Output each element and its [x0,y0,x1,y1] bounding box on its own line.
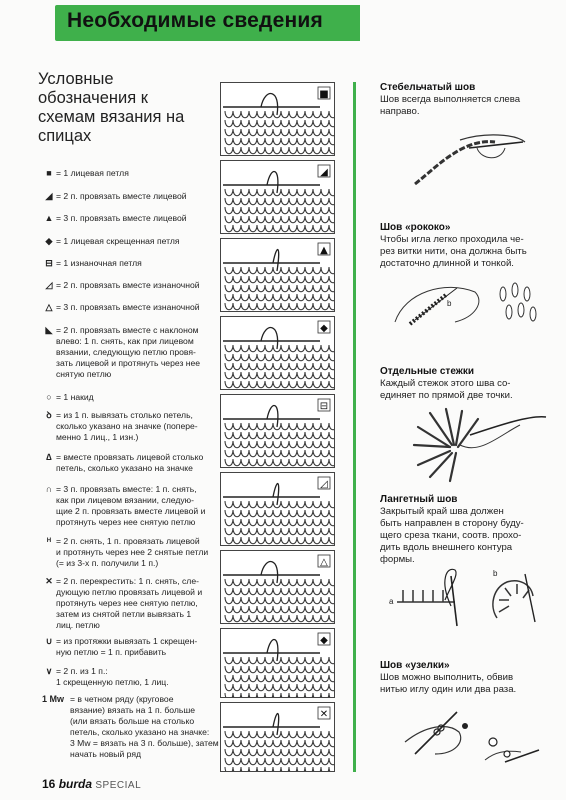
knit-diagram-panel [220,550,335,624]
chart-symbol: ◆ [320,635,328,646]
filled-triangle-icon: ▲ [44,213,54,223]
french-knot-illustration [395,702,545,772]
chart-symbol: ▲ [320,245,328,256]
legend-text: = 2 п. перекрестить: 1 п. снять, сле- дующую петлю провязать лицевой и протянуть через нее снятую петлю, затем из снятой петли вывязать 1 лиц. петлю [56,576,203,630]
detached-stitch-illustration [400,405,550,485]
stitch-description: Закрытый край шва должен быть направлен в сторону буду- щего среза ткани, соотв. прохо- дить вдоль внешнего контура формы. [380,506,524,565]
stitch-title: Лангетный шов [380,494,458,505]
legend-text: = из 1 п. вывязать столько петель, сколько указано на значке (попере- менно 1 лиц., 1 изн.) [56,410,198,442]
chart-symbol: ◆ [320,323,328,334]
blanket-stitch-illustration [385,566,550,636]
knit-diagram-panel [220,316,335,390]
yarn-strand [273,484,279,505]
chart-symbol: ◿ [320,479,328,490]
knit-fabric-illustration [221,629,334,697]
chart-symbol: ◢ [320,167,328,178]
yarn-over-icon: ○ [46,392,52,402]
stitch-title: Отдельные стежки [380,366,475,377]
filled-diamond-icon: ◆ [45,236,53,246]
knit-diagram-panel [220,82,335,156]
column-divider [353,82,356,772]
legend-text: = 3 п. провязать вместе изнаночной [56,302,200,312]
filled-square-icon: ■ [46,168,52,178]
yarn-strand [261,328,278,349]
stitch-description: Чтобы игла легко проходила че- рез витки нити, она должна быть достаточно длинной и тонкой. [380,234,527,269]
knit-diagram-panel [220,238,335,312]
legend-text: = 1 лицевая петля [56,168,129,178]
knit-diagram-panel [220,160,335,234]
yarn-strand [267,172,278,193]
stitch-title: Шов «рококо» [380,222,451,233]
brand-special: SPECIAL [95,780,142,791]
svg-text:b: b [447,299,452,308]
knit-fabric-illustration [221,551,334,623]
page-footer [42,777,141,791]
knit-fabric-illustration [221,317,334,389]
legend-text: = в четном ряду (круговое вязание) вязать на 1 п. больше (или вязать больше на столько петель, сколько указано на значке: 3 Мw = вязать на 3 п. больше), затем начать новый ряд [70,694,219,759]
legend-text: = 2 п. провязать вместе лицевой [56,191,187,201]
chart-symbol: ⊟ [319,401,329,412]
knit-fabric-illustration [221,703,334,771]
legend-text: = 1 лицевая скрещенная петля [56,236,180,246]
legend-text: = из протяжки вывязать 1 скрещен- ную петлю = 1 п. прибавить [56,636,198,657]
knit-diagram-panel [220,472,335,546]
knit-fabric-illustration [221,83,334,155]
yarn-strand [267,406,278,427]
knit-fabric-illustration [221,239,334,311]
yarn-strand [261,562,278,583]
legend-text: = 3 п. провязать вместе лицевой [56,213,187,223]
stitch-description: Шов всегда выполняется слева направо. [380,94,521,117]
stitch-title: Стебельчатый шов [380,82,476,93]
stitch-description: Каждый стежок этого шва со- единяет по прямой две точки. [380,378,513,401]
v-icon: ∨ [45,666,53,676]
cross-icon: ✕ [45,576,53,586]
knit-diagram-panel [220,628,335,698]
legend-text: = 3 п. провязать вместе: 1 п. снять, как при лицевом вязании, следую- щие 2 п. провязать вместе лицевой и протянуть через нее снятую петлю [56,484,206,527]
knit-fabric-illustration [221,395,334,467]
legend-text: = 2 п. снять, 1 п. провязать лицевой и протянуть через нее 2 снятые петли (= из 3-х п. получили 1 п.) [56,536,209,568]
knit-diagram-panel [220,702,335,772]
legend-text: = 2 п. провязать вместе изнаночной [56,280,200,290]
chart-symbol: ■ [319,89,329,100]
left-slant-triangle-icon: ◣ [45,325,53,335]
legend-text: = 2 п. провязать вместе с наклоном влево: 1 п. снять, как при лицевом вязании, следующую петлю провя- зать лицевой и протянуть через нее снятую петлю [56,325,201,379]
legend-title: Условные обозначения к схемам вязания на спицах [38,70,185,145]
multi-loop-icon: ꝺ [46,410,52,420]
stem-stitch-illustration [405,128,535,190]
slip-two-icon: ᴴ [47,536,51,546]
stitch-description: Шов можно выполнить, обвив нитью иглу один или два раза. [380,672,517,695]
svg-text:b: b [493,569,498,578]
stitch-title: Шов «узелки» [380,660,450,671]
brand-logo: burda [58,777,93,791]
page-header-bar [55,5,360,41]
filled-triangle-small-icon: ◢ [45,191,53,201]
knit-fabric-illustration [221,473,334,545]
outline-triangle-icon: △ [45,302,53,312]
yarn-strand [273,250,279,271]
legend-text: = 2 п. из 1 п.: 1 скрещенную петлю, 1 лиц. [56,666,169,687]
legend-text: = вместе провязать лицевой столько петель, сколько указано на значке [56,452,204,473]
outline-triangle-small-icon: ◿ [45,280,53,290]
yarn-strand [273,714,279,735]
three-together-icon: ∩ [45,484,53,494]
legend-text: = 1 изнаночная петля [56,258,142,268]
page-title: Необходимые сведения [67,9,323,32]
chart-symbol: △ [320,557,328,568]
mw-label: 1 Мw [42,694,65,704]
chart-symbol: ✕ [319,709,329,720]
cup-icon: ∪ [45,636,53,646]
rococo-stitch-illustration [385,272,550,342]
page-number: 16 [42,777,56,791]
purl-box-icon: ⊟ [45,258,53,268]
yarn-strand [261,94,278,115]
yarn-strand [267,640,278,661]
knit-fabric-illustration [221,161,334,233]
svg-text:a: a [389,597,394,606]
knit-diagram-panel [220,394,335,468]
knit-together-number-icon: ∆ [46,452,52,462]
legend-text: = 1 накид [56,392,94,402]
